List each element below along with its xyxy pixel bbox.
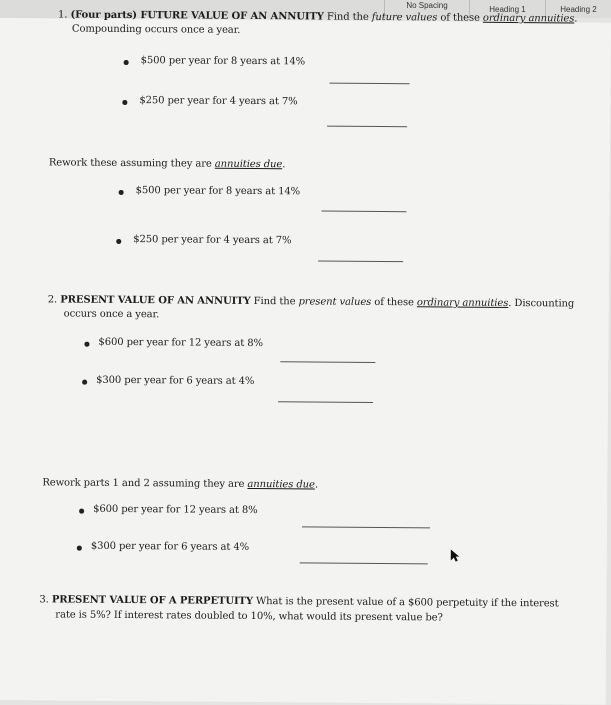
q1-rework (49, 157, 286, 170)
q1-title: (Four parts) FUTURE VALUE OF AN ANNUITY (70, 9, 324, 23)
bullet (77, 546, 82, 551)
q1-rework-item-2: $250 per year for 4 years at 7% (133, 234, 292, 247)
bullet (122, 100, 127, 105)
q1-answer-line-1[interactable] (329, 83, 409, 85)
q1-item-2: $250 per year for 4 years at 7% (139, 95, 298, 108)
q1-text-c: of these (437, 12, 483, 24)
mouse-pointer-icon (450, 549, 460, 563)
q2-heading (48, 294, 575, 309)
q2-rework-suffix: . (314, 479, 318, 491)
q2-item-2: $300 per year for 6 years at 4% (96, 374, 255, 388)
q3-line2: rate is 5%? If interest rates doubled to 10%, what would its present value be? (55, 609, 443, 624)
q2-rework-item-2: $300 per year for 6 years at 4% (90, 540, 250, 553)
q2-number: 2. (47, 294, 58, 306)
q1-text-b: future values (371, 11, 438, 24)
style-heading2-label: Heading 2 (560, 4, 597, 14)
q2-rework-answer-line-1[interactable] (302, 526, 430, 528)
q1-line2: Compounding occurs once a year. (71, 23, 241, 36)
q1-rework-answer-line-1[interactable] (321, 211, 406, 213)
bullet (79, 509, 84, 514)
bullet (82, 380, 87, 385)
bullet (116, 239, 121, 244)
q3-heading (39, 594, 558, 609)
q1-text-d: ordinary annuities (482, 12, 575, 25)
q2-line2: occurs once a year. (63, 308, 160, 321)
q1-rework-prefix: Rework these assuming they are (48, 157, 215, 170)
q3-title: PRESENT VALUE OF A PERPETUITY (51, 594, 253, 608)
q2-rework (42, 477, 318, 490)
q2-title: PRESENT VALUE OF AN ANNUITY (60, 294, 251, 307)
q1-number: 1. (57, 9, 68, 21)
q2-text-e: . Discounting (508, 298, 575, 310)
q2-text-b: present values (298, 296, 372, 308)
q1-rework-answer-line-2[interactable] (318, 261, 403, 263)
style-heading1-label: Heading 1 (489, 4, 526, 14)
bullet (124, 60, 129, 65)
q1-rework-item-1: $500 per year for 8 years at 14% (135, 185, 301, 198)
q2-rework-link: annuities due (247, 478, 315, 491)
q1-rework-suffix: . (282, 159, 286, 171)
q2-rework-prefix: Rework parts 1 and 2 assuming they are (42, 477, 248, 490)
q1-answer-line-2[interactable] (327, 126, 407, 128)
q2-item-1: $600 per year for 12 years at 8% (98, 336, 263, 350)
q2-text-a: Find the (250, 295, 299, 308)
bullet (119, 190, 124, 195)
q2-text-c: of these (371, 296, 417, 309)
q3-number: 3. (39, 594, 49, 606)
q1-text-a: Find the (323, 11, 372, 23)
q2-answer-line-2[interactable] (278, 401, 373, 403)
q2-rework-item-1: $600 per year for 12 years at 8% (93, 503, 258, 517)
q1-item-1: $500 per year for 8 years at 14% (140, 55, 306, 68)
q3-text: What is the present value of a $600 perpetuity if the interest (252, 596, 559, 610)
q1-text-e: . (574, 13, 578, 25)
q2-text-d: ordinary annuities (416, 297, 509, 310)
q2-answer-line-1[interactable] (280, 361, 375, 363)
style-no-spacing-label: No Spacing (406, 0, 448, 10)
q2-rework-answer-line-2[interactable] (300, 562, 428, 564)
q1-rework-link: annuities due (214, 158, 283, 171)
bullet (84, 342, 89, 347)
